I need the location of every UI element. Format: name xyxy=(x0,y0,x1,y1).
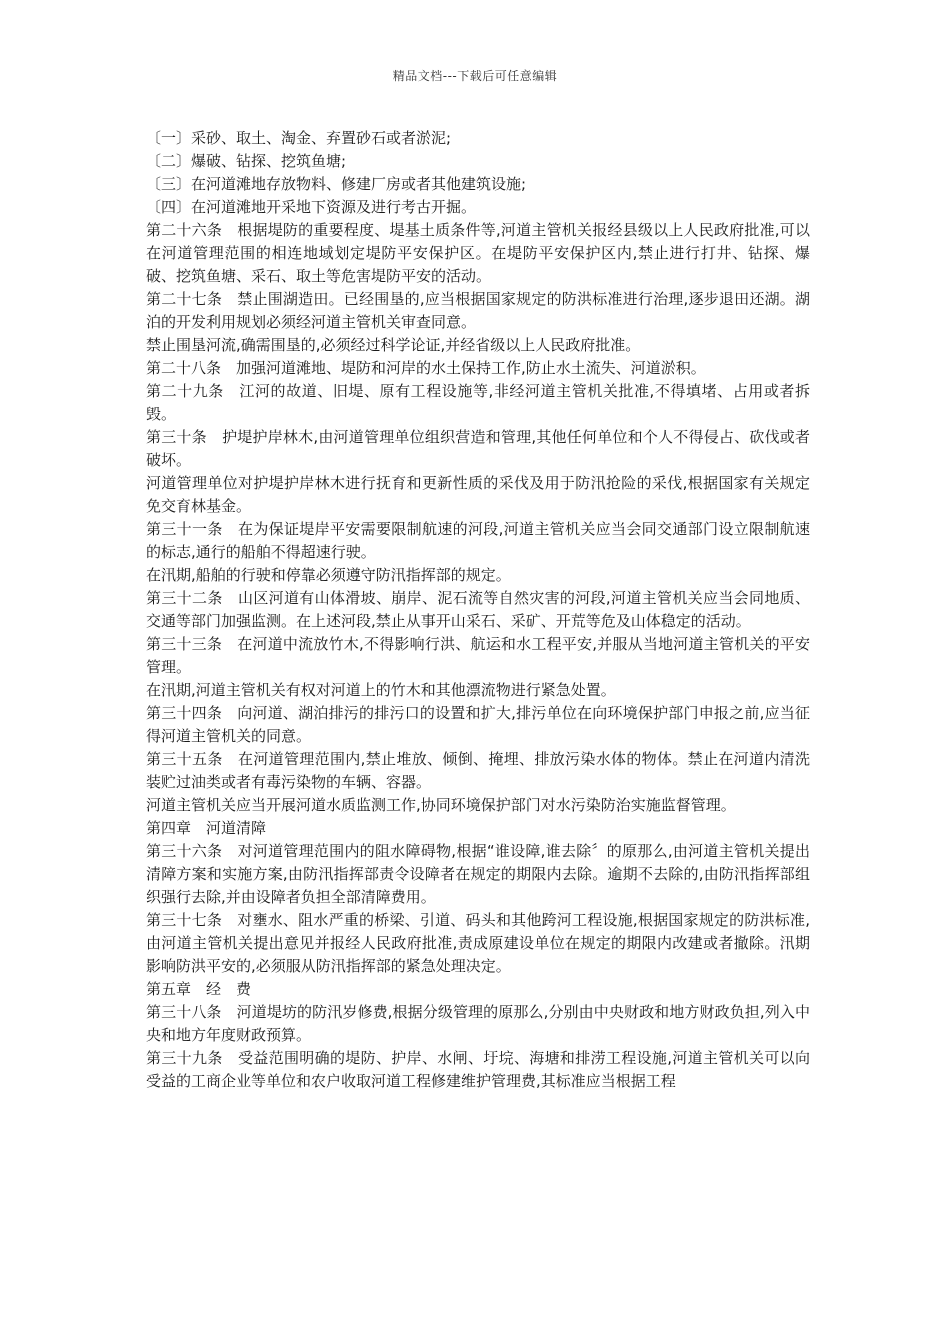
article-31: 第三十一条 在为保证堤岸平安需要限制航速的河段,河道主管机关应当会同交通部门设立限制航速的标志,通行的船舶不得超速行驶。 xyxy=(146,520,810,561)
paragraph: 〔一〕采砂、取土、淘金、弃置砂石或者淤泥; xyxy=(146,129,452,147)
article-32: 第三十二条 山区河道有山体滑坡、崩岸、泥石流等自然灾害的河段,河道主管机关应当会同地质、交通等部门加强监测。在上述河段,禁止从事开山采石、采矿、开荒等危及山体稳定的活动。 xyxy=(146,589,810,630)
paragraph: 〔二〕爆破、钻探、挖筑鱼塘; xyxy=(146,152,347,170)
article-26: 第二十六条 根据堤防的重要程度、堤基土质条件等,河道主管机关报经县级以上人民政府批准,可以在河道管理范围的相连地域划定堤防平安保护区。在堤防平安保护区内,禁止进行打井、钻探、爆破、挖筑鱼塘、采石、取土等危害堤防平安的活动。 xyxy=(146,221,810,285)
article-34: 第三十四条 向河道、湖泊排污的排污口的设置和扩大,排污单位在向环境保护部门申报之前,应当征得河道主管机关的同意。 xyxy=(146,704,810,745)
article-39: 第三十九条 受益范围明确的堤防、护岸、水闸、圩垸、海塘和排涝工程设施,河道主管机关可以向受益的工商企业等单位和农户收取河道工程修建维护管理费,其标准应当根据工程 xyxy=(146,1049,810,1090)
paragraph: 在汛期,河道主管机关有权对河道上的竹木和其他漂流物进行紧急处置。 xyxy=(146,681,616,699)
chapter-heading: 第四章 河道清障 xyxy=(146,819,267,837)
article-37: 第三十七条 对壅水、阻水严重的桥梁、引道、码头和其他跨河工程设施,根据国家规定的防洪标准,由河道主管机关提出意见并报经人民政府批准,责成原建设单位在规定的期限内改建或者撤除。汛期影响防洪平安的,必须服从防汛指挥部的紧急处理决定。 xyxy=(146,911,810,975)
article-30: 第三十条 护堤护岸林木,由河道管理单位组织营造和管理,其他任何单位和个人不得侵占、砍伐或者破坏。 xyxy=(146,428,810,469)
paragraph: 河道管理单位对护堤护岸林木进行抚育和更新性质的采伐及用于防汛抢险的采伐,根据国家有关规定免交育林基金。 xyxy=(146,474,810,515)
article-36: 第三十六条 对河道管理范围内的阻水障碍物,根据“谁设障,谁去除〞的原那么,由河道主管机关提出清障方案和实施方案,由防汛指挥部责令设障者在规定的期限内去除。逾期不去除的,由防汛指挥部组织强行去除,并由设障者负担全部清障费用。 xyxy=(146,842,810,906)
paragraph: 河道主管机关应当开展河道水质监测工作,协同环境保护部门对水污染防治实施监督管理。 xyxy=(146,796,736,814)
chapter-heading: 第五章 经 费 xyxy=(146,980,252,998)
article-29: 第二十九条 江河的故道、旧堤、原有工程设施等,非经河道主管机关批准,不得填堵、占用或者拆毁。 xyxy=(146,382,810,423)
page-header: 精品文档---下载后可任意编辑 xyxy=(392,69,558,83)
article-28: 第二十八条 加强河道滩地、堤防和河岸的水土保持工作,防止水土流失、河道淤积。 xyxy=(146,359,706,377)
paragraph: 在汛期,船舶的行驶和停靠必须遵守防汛指挥部的规定。 xyxy=(146,566,511,584)
article-35: 第三十五条 在河道管理范围内,禁止堆放、倾倒、掩埋、排放污染水体的物体。禁止在河道内清洗装贮过油类或者有毒污染物的车辆、容器。 xyxy=(146,750,810,791)
article-27: 第二十七条 禁止围湖造田。已经围垦的,应当根据国家规定的防洪标准进行治理,逐步退田还湖。湖泊的开发利用规划必须经河道主管机关审查同意。 xyxy=(146,290,810,331)
article-33: 第三十三条 在河道中流放竹木,不得影响行洪、航运和水工程平安,并服从当地河道主管机关的平安管理。 xyxy=(146,635,810,676)
paragraph: 禁止围垦河流,确需围垦的,必须经过科学论证,并经省级以上人民政府批准。 xyxy=(146,336,641,354)
paragraph: 〔四〕在河道滩地开采地下资源及进行考古开掘。 xyxy=(146,198,477,216)
document-body xyxy=(146,127,810,1093)
paragraph: 〔三〕在河道滩地存放物料、修建厂房或者其他建筑设施; xyxy=(146,175,527,193)
article-38: 第三十八条 河道堤坊的防汛岁修费,根据分级管理的原那么,分别由中央财政和地方财政负担,列入中央和地方年度财政预算。 xyxy=(146,1003,810,1044)
